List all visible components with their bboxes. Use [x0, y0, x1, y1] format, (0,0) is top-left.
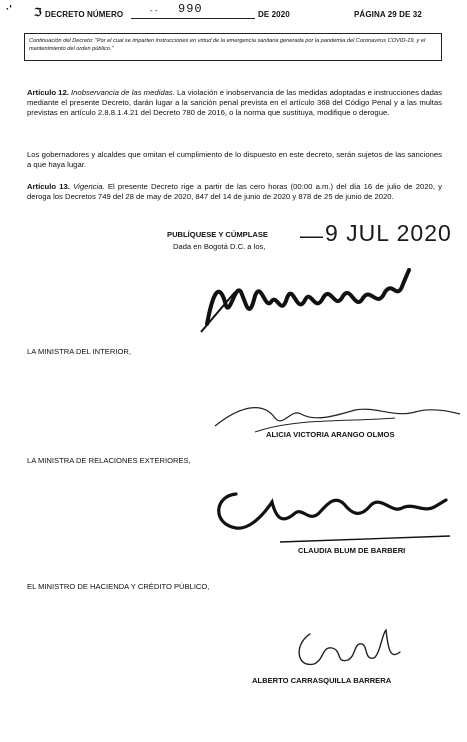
foreign-minister-signature — [210, 484, 460, 544]
decree-number: 990 — [178, 2, 203, 16]
decree-dash-marks: - - — [150, 6, 158, 15]
date-stamp-dash: — — [300, 222, 324, 248]
signatory-name-interior: ALICIA VICTORIA ARANGO OLMOS — [266, 430, 395, 439]
article-13 — [27, 182, 442, 202]
publish-place: Dada en Bogotá D.C. a los, — [173, 242, 266, 251]
article-12-subtitle: Inobservancia de las medidas. — [71, 88, 175, 97]
date-stamp: 9 JUL 2020 — [325, 220, 452, 246]
decree-year: DE 2020 — [258, 10, 290, 19]
continuation-box — [24, 33, 442, 61]
article-12-title: Artículo 12. — [27, 88, 69, 97]
governors-paragraph: Los gobernadores y alcaldes que omitan el cumplimiento de lo dispuesto en este decreto, serán sujetos de las sanciones a que haya lugar. — [27, 150, 442, 170]
signatory-role-foreign: LA MINISTRA DE RELACIONES EXTERIORES, — [27, 456, 191, 465]
finance-minister-signature — [292, 624, 412, 674]
publish-label: PUBLÍQUESE Y CÚMPLASE — [167, 230, 268, 239]
article-12-body: La violación e inobservancia de las medidas adoptadas e instrucciones dadas mediante el presente Decreto, darán lugar a la sanción penal prevista en el artículo 368 del Código Penal y a las multas previstas en artículo 2.8.8.1.4.21 del Decreto 780 de 2016, o la norma que sustituya, modifique o derogue. — [27, 88, 442, 118]
page-corner-mark: ·' — [6, 4, 12, 15]
signatory-name-foreign: CLAUDIA BLUM DE BARBERI — [298, 546, 406, 555]
continuation-text: "Por el cual se imparten instrucciones en virtud de la emergencia sanitaria generada por la pandemia del Coronavirus COVID-19, y el mantenimiento del orden público." — [29, 38, 426, 52]
signatory-role-interior: LA MINISTRA DEL INTERIOR, — [27, 347, 131, 356]
corner-flourish: ℑ — [34, 7, 42, 19]
president-signature — [195, 262, 445, 342]
article-12 — [27, 88, 442, 119]
signatory-role-finance: EL MINISTRO DE HACIENDA Y CRÉDITO PÚBLICO, — [27, 582, 210, 591]
continuation-label: Continuación del Decreto: — [29, 38, 94, 44]
decree-number-line — [131, 18, 255, 19]
signatory-name-finance: ALBERTO CARRASQUILLA BARRERA — [252, 676, 392, 685]
article-13-body: El presente Decreto rige a partir de las cero horas (00:00 a.m.) del día 16 de julio de 2020, y deroga los Decretos 749 del 28 de may de 2020, 847 del 14 de junio de 2020 y 878 de 25 de junio de 2020. — [27, 182, 442, 202]
article-13-title: Artículo 13. — [27, 182, 70, 191]
page-indicator: PÁGINA 29 DE 32 — [354, 10, 422, 19]
article-13-subtitle: Vigencia. — [73, 182, 105, 191]
decree-label: DECRETO NÚMERO — [45, 10, 124, 19]
